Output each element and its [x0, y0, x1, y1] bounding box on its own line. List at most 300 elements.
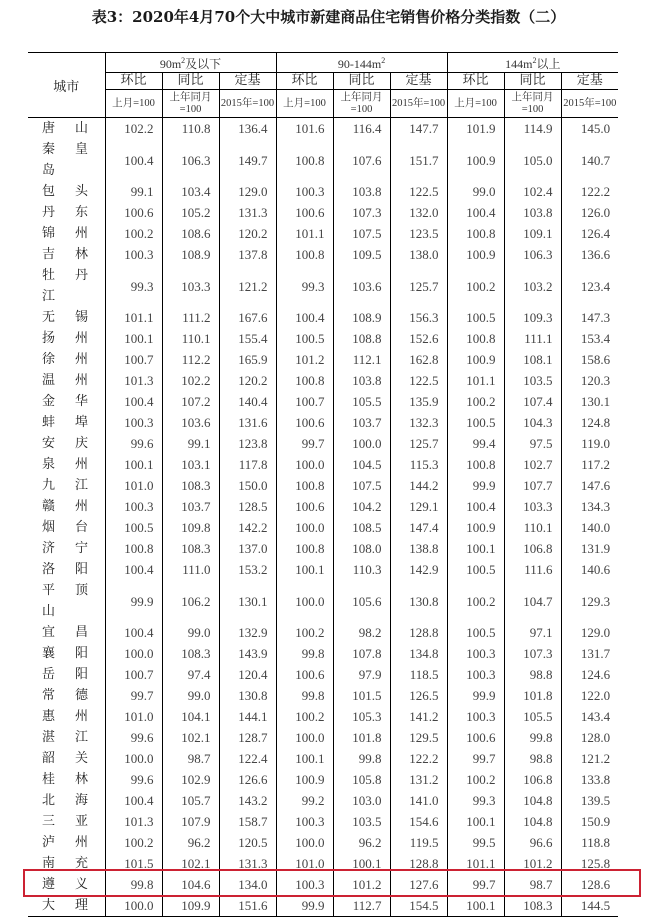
value-cell: 128.7: [219, 727, 276, 748]
sub-header: 定基: [390, 73, 447, 90]
table-row: [28, 181, 618, 202]
value-cell: 100.1: [276, 559, 333, 580]
table-row: [28, 118, 618, 140]
value-cell: 99.2: [276, 790, 333, 811]
table-row: [28, 874, 618, 895]
value-cell: 99.6: [105, 433, 162, 454]
value-cell: 147.3: [561, 307, 618, 328]
value-cell: 100.0: [276, 832, 333, 853]
value-cell: 109.9: [162, 895, 219, 917]
city-cell: [28, 202, 105, 223]
city-name: 桂 林: [42, 772, 88, 787]
value-cell: 100.5: [447, 622, 504, 643]
value-cell: 110.8: [162, 118, 219, 140]
unit-header: 2015年=100: [219, 90, 276, 118]
table-row: [28, 832, 618, 853]
value-cell: 129.1: [390, 496, 447, 517]
value-cell: 99.1: [162, 433, 219, 454]
value-cell: 106.8: [504, 538, 561, 559]
value-cell: 107.5: [333, 223, 390, 244]
value-cell: 124.8: [561, 412, 618, 433]
value-cell: 101.3: [105, 370, 162, 391]
value-cell: 154.6: [390, 811, 447, 832]
value-cell: 119.5: [390, 832, 447, 853]
value-cell: 134.0: [219, 874, 276, 895]
city-cell: [28, 370, 105, 391]
group-sup: 2: [181, 56, 186, 65]
value-cell: 122.2: [561, 181, 618, 202]
table-row: [28, 202, 618, 223]
city-name: 无 锡: [42, 310, 88, 325]
value-cell: 101.0: [105, 706, 162, 727]
city-name: 温 州: [42, 373, 88, 388]
value-cell: 147.6: [561, 475, 618, 496]
value-cell: 107.9: [162, 811, 219, 832]
value-cell: 103.1: [162, 454, 219, 475]
table-title: 表3：2020年4月70个大中城市新建商品住宅销售价格分类指数（二）: [91, 8, 566, 26]
value-cell: 99.7: [447, 874, 504, 895]
value-cell: 107.3: [333, 202, 390, 223]
value-cell: 140.7: [561, 139, 618, 181]
value-cell: 118.5: [390, 664, 447, 685]
value-cell: 108.3: [162, 538, 219, 559]
value-cell: 109.5: [333, 244, 390, 265]
value-cell: 143.9: [219, 643, 276, 664]
value-cell: 101.9: [447, 118, 504, 140]
city-cell: [28, 118, 105, 140]
value-cell: 150.0: [219, 475, 276, 496]
value-cell: 101.1: [447, 853, 504, 874]
value-cell: 109.8: [162, 517, 219, 538]
value-cell: 100.3: [105, 244, 162, 265]
value-cell: 100.2: [276, 706, 333, 727]
value-cell: 100.6: [276, 496, 333, 517]
value-cell: 144.2: [390, 475, 447, 496]
value-cell: 100.0: [276, 517, 333, 538]
value-cell: 128.8: [390, 622, 447, 643]
group-sup: 2: [381, 56, 386, 65]
city-name: 北 海: [42, 793, 88, 808]
value-cell: 130.1: [561, 391, 618, 412]
city-cell: [28, 706, 105, 727]
city-name: 平 顶 山: [42, 583, 88, 619]
city-cell: [28, 748, 105, 769]
value-cell: 104.8: [504, 811, 561, 832]
value-cell: 147.7: [390, 118, 447, 140]
value-cell: 108.8: [333, 328, 390, 349]
value-cell: 120.5: [219, 832, 276, 853]
value-cell: 151.7: [390, 139, 447, 181]
city-name: 唐 山: [42, 121, 88, 136]
value-cell: 100.3: [276, 811, 333, 832]
city-cell: [28, 895, 105, 917]
city-name: 韶 关: [42, 751, 88, 766]
value-cell: 100.7: [276, 391, 333, 412]
value-cell: 126.5: [390, 685, 447, 706]
value-cell: 102.2: [162, 370, 219, 391]
value-cell: 96.6: [504, 832, 561, 853]
value-cell: 103.7: [162, 496, 219, 517]
value-cell: 149.7: [219, 139, 276, 181]
value-cell: 98.7: [504, 874, 561, 895]
value-cell: 99.5: [447, 832, 504, 853]
table-row: [28, 496, 618, 517]
city-cell: [28, 580, 105, 622]
table-row: [28, 622, 618, 643]
value-cell: 104.1: [162, 706, 219, 727]
value-cell: 100.6: [447, 727, 504, 748]
city-name: 南 充: [42, 856, 88, 871]
city-name: 济 宁: [42, 541, 88, 556]
value-cell: 131.9: [561, 538, 618, 559]
value-cell: 107.6: [333, 139, 390, 181]
value-cell: 108.5: [333, 517, 390, 538]
value-cell: 117.2: [561, 454, 618, 475]
value-cell: 99.9: [447, 475, 504, 496]
value-cell: 128.8: [390, 853, 447, 874]
unit-header: 上月=100: [276, 90, 333, 118]
value-cell: 100.3: [105, 496, 162, 517]
value-cell: 108.1: [504, 349, 561, 370]
value-cell: 153.2: [219, 559, 276, 580]
city-cell: [28, 391, 105, 412]
value-cell: 107.8: [333, 643, 390, 664]
value-cell: 103.7: [333, 412, 390, 433]
city-cell: [28, 223, 105, 244]
value-cell: 108.9: [333, 307, 390, 328]
sub-header: 同比: [162, 73, 219, 90]
value-cell: 131.6: [219, 412, 276, 433]
value-cell: 162.8: [390, 349, 447, 370]
city-name: 丹 东: [42, 205, 88, 220]
city-name: 泉 州: [42, 457, 88, 472]
value-cell: 110.1: [162, 328, 219, 349]
table-row: [28, 391, 618, 412]
value-cell: 104.5: [333, 454, 390, 475]
table-row: [28, 769, 618, 790]
value-cell: 101.5: [105, 853, 162, 874]
value-cell: 140.6: [561, 559, 618, 580]
city-name: 遵 义: [42, 877, 88, 892]
value-cell: 128.5: [219, 496, 276, 517]
table-row: [28, 895, 618, 917]
value-cell: 120.4: [219, 664, 276, 685]
value-cell: 112.1: [333, 349, 390, 370]
table-row: [28, 790, 618, 811]
value-cell: 103.8: [333, 181, 390, 202]
city-cell: [28, 643, 105, 664]
value-cell: 100.4: [447, 202, 504, 223]
value-cell: 120.2: [219, 223, 276, 244]
city-name: 宜 昌: [42, 625, 88, 640]
table-row: [28, 517, 618, 538]
value-cell: 108.6: [162, 223, 219, 244]
city-cell: [28, 349, 105, 370]
value-cell: 99.7: [447, 748, 504, 769]
value-cell: 100.1: [276, 748, 333, 769]
value-cell: 109.1: [504, 223, 561, 244]
value-cell: 99.0: [447, 181, 504, 202]
value-cell: 120.2: [219, 370, 276, 391]
value-cell: 103.0: [333, 790, 390, 811]
city-cell: [28, 307, 105, 328]
value-cell: 105.5: [504, 706, 561, 727]
value-cell: 102.1: [162, 853, 219, 874]
group-header-under-90: [105, 53, 276, 73]
value-cell: 100.2: [447, 580, 504, 622]
value-cell: 155.4: [219, 328, 276, 349]
value-cell: 139.5: [561, 790, 618, 811]
value-cell: 101.0: [105, 475, 162, 496]
table-row: [28, 538, 618, 559]
table-row: [28, 328, 618, 349]
value-cell: 97.9: [333, 664, 390, 685]
table-row: [28, 370, 618, 391]
city-name: 九 江: [42, 478, 88, 493]
value-cell: 102.7: [504, 454, 561, 475]
city-name: 洛 阳: [42, 562, 88, 577]
value-cell: 100.6: [276, 202, 333, 223]
value-cell: 100.0: [276, 580, 333, 622]
value-cell: 101.2: [276, 349, 333, 370]
value-cell: 111.2: [162, 307, 219, 328]
city-name: 惠 州: [42, 709, 88, 724]
value-cell: 119.0: [561, 433, 618, 454]
value-cell: 99.8: [276, 685, 333, 706]
city-name: 泸 州: [42, 835, 88, 850]
value-cell: 144.5: [561, 895, 618, 917]
value-cell: 121.2: [219, 265, 276, 307]
sub-header: 环比: [276, 73, 333, 90]
value-cell: 99.7: [276, 433, 333, 454]
value-cell: 101.1: [105, 307, 162, 328]
value-cell: 100.0: [276, 727, 333, 748]
value-cell: 137.8: [219, 244, 276, 265]
value-cell: 167.6: [219, 307, 276, 328]
city-cell: [28, 559, 105, 580]
value-cell: 111.1: [504, 328, 561, 349]
value-cell: 99.6: [105, 769, 162, 790]
value-cell: 100.8: [447, 328, 504, 349]
value-cell: 99.8: [105, 874, 162, 895]
value-cell: 101.8: [504, 685, 561, 706]
value-cell: 100.9: [447, 517, 504, 538]
value-cell: 105.7: [162, 790, 219, 811]
table-row: [28, 580, 618, 622]
value-cell: 127.6: [390, 874, 447, 895]
value-cell: 100.1: [447, 811, 504, 832]
header-sub-row: [28, 73, 618, 90]
value-cell: 100.9: [276, 769, 333, 790]
value-cell: 141.0: [390, 790, 447, 811]
table-row: [28, 475, 618, 496]
value-cell: 100.4: [105, 139, 162, 181]
value-cell: 104.8: [504, 790, 561, 811]
value-cell: 110.1: [504, 517, 561, 538]
value-cell: 136.4: [219, 118, 276, 140]
value-cell: 122.5: [390, 181, 447, 202]
value-cell: 105.6: [333, 580, 390, 622]
value-cell: 106.2: [162, 580, 219, 622]
value-cell: 131.3: [219, 853, 276, 874]
value-cell: 141.2: [390, 706, 447, 727]
city-cell: [28, 496, 105, 517]
value-cell: 115.3: [390, 454, 447, 475]
city-cell: [28, 139, 105, 181]
value-cell: 100.4: [105, 559, 162, 580]
table-row: [28, 685, 618, 706]
table-row: [28, 811, 618, 832]
value-cell: 130.8: [219, 685, 276, 706]
value-cell: 134.3: [561, 496, 618, 517]
value-cell: 106.3: [162, 139, 219, 181]
value-cell: 135.9: [390, 391, 447, 412]
value-cell: 140.4: [219, 391, 276, 412]
table-row: [28, 664, 618, 685]
value-cell: 101.1: [447, 370, 504, 391]
value-cell: 131.3: [219, 202, 276, 223]
header-unit-row: [28, 90, 618, 118]
city-cell: [28, 874, 105, 895]
value-cell: 102.4: [504, 181, 561, 202]
group-label-suffix: 以上: [536, 57, 561, 71]
value-cell: 123.5: [390, 223, 447, 244]
value-cell: 126.0: [561, 202, 618, 223]
value-cell: 100.3: [276, 181, 333, 202]
value-cell: 100.3: [447, 706, 504, 727]
table-row: [28, 643, 618, 664]
value-cell: 100.4: [105, 790, 162, 811]
city-cell: [28, 622, 105, 643]
sub-header: 定基: [561, 73, 618, 90]
value-cell: 130.8: [390, 580, 447, 622]
value-cell: 102.2: [105, 118, 162, 140]
value-cell: 97.1: [504, 622, 561, 643]
value-cell: 100.1: [333, 853, 390, 874]
unit-header: 上年同月=100: [333, 90, 390, 118]
value-cell: 144.1: [219, 706, 276, 727]
value-cell: 100.0: [276, 454, 333, 475]
value-cell: 100.5: [447, 307, 504, 328]
city-cell: [28, 454, 105, 475]
value-cell: 100.8: [276, 244, 333, 265]
city-cell: [28, 538, 105, 559]
value-cell: 102.9: [162, 769, 219, 790]
city-cell: [28, 790, 105, 811]
value-cell: 145.0: [561, 118, 618, 140]
value-cell: 123.4: [561, 265, 618, 307]
unit-header: 上月=100: [105, 90, 162, 118]
value-cell: 100.6: [276, 412, 333, 433]
city-cell: [28, 727, 105, 748]
value-cell: 100.8: [447, 454, 504, 475]
value-cell: 100.2: [447, 265, 504, 307]
value-cell: 100.3: [276, 874, 333, 895]
city-cell: [28, 832, 105, 853]
value-cell: 100.7: [105, 349, 162, 370]
city-cell: [28, 412, 105, 433]
value-cell: 124.6: [561, 664, 618, 685]
city-name: 锦 州: [42, 226, 88, 241]
value-cell: 98.8: [504, 748, 561, 769]
table-row: [28, 454, 618, 475]
value-cell: 102.1: [162, 727, 219, 748]
value-cell: 97.4: [162, 664, 219, 685]
value-cell: 100.0: [333, 433, 390, 454]
value-cell: 106.3: [504, 244, 561, 265]
value-cell: 100.8: [276, 370, 333, 391]
value-cell: 136.6: [561, 244, 618, 265]
value-cell: 98.7: [162, 748, 219, 769]
value-cell: 150.9: [561, 811, 618, 832]
value-cell: 100.8: [276, 139, 333, 181]
value-cell: 132.3: [390, 412, 447, 433]
value-cell: 125.7: [390, 433, 447, 454]
value-cell: 100.3: [447, 643, 504, 664]
value-cell: 107.2: [162, 391, 219, 412]
table-row: [28, 433, 618, 454]
value-cell: 96.2: [333, 832, 390, 853]
value-cell: 105.8: [333, 769, 390, 790]
value-cell: 147.4: [390, 517, 447, 538]
value-cell: 158.7: [219, 811, 276, 832]
city-name: 牡 丹 江: [42, 268, 88, 304]
value-cell: 103.3: [504, 496, 561, 517]
value-cell: 103.4: [162, 181, 219, 202]
unit-header: 上月=100: [447, 90, 504, 118]
value-cell: 99.8: [504, 727, 561, 748]
city-cell: [28, 664, 105, 685]
value-cell: 134.8: [390, 643, 447, 664]
city-cell: [28, 265, 105, 307]
table-row: [28, 349, 618, 370]
value-cell: 125.8: [561, 853, 618, 874]
value-cell: 100.2: [276, 622, 333, 643]
value-cell: 132.0: [390, 202, 447, 223]
value-cell: 100.2: [105, 223, 162, 244]
value-cell: 104.2: [333, 496, 390, 517]
value-cell: 130.1: [219, 580, 276, 622]
group-header-over-144: [447, 53, 618, 73]
value-cell: 114.9: [504, 118, 561, 140]
value-cell: 100.1: [447, 538, 504, 559]
table-body: [28, 118, 618, 917]
value-cell: 106.8: [504, 769, 561, 790]
sub-header: 同比: [333, 73, 390, 90]
value-cell: 126.6: [219, 769, 276, 790]
value-cell: 101.6: [276, 118, 333, 140]
value-cell: 120.3: [561, 370, 618, 391]
value-cell: 100.4: [276, 307, 333, 328]
table-row: [28, 559, 618, 580]
value-cell: 100.5: [447, 559, 504, 580]
city-cell: [28, 244, 105, 265]
value-cell: 123.8: [219, 433, 276, 454]
value-cell: 122.5: [390, 370, 447, 391]
value-cell: 100.4: [105, 622, 162, 643]
city-name: 金 华: [42, 394, 88, 409]
value-cell: 100.6: [276, 664, 333, 685]
group-label: 144m: [505, 57, 533, 71]
sub-header: 环比: [105, 73, 162, 90]
value-cell: 104.7: [504, 580, 561, 622]
value-cell: 99.6: [105, 727, 162, 748]
value-cell: 100.0: [105, 643, 162, 664]
value-cell: 99.8: [276, 643, 333, 664]
value-cell: 105.2: [162, 202, 219, 223]
value-cell: 104.6: [162, 874, 219, 895]
sub-header: 定基: [219, 73, 276, 90]
